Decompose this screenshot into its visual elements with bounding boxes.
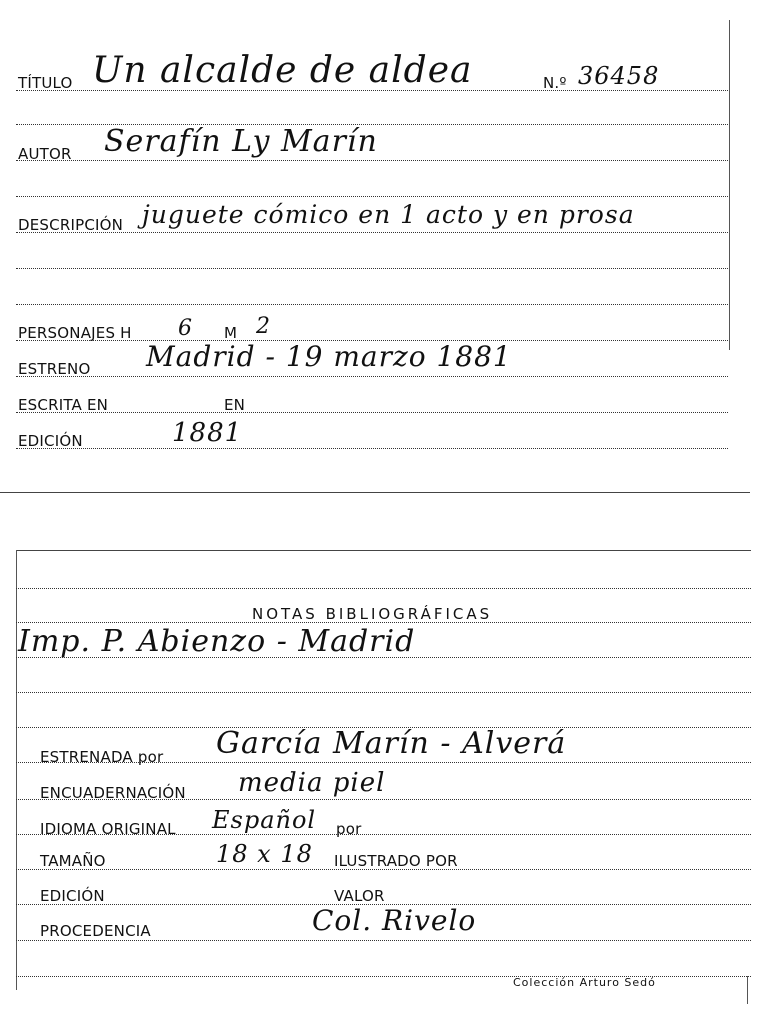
ruled-line bbox=[16, 692, 751, 693]
ruled-line bbox=[16, 588, 751, 589]
escrita-en-label: EN bbox=[224, 396, 246, 414]
titulo-label: TÍTULO bbox=[18, 74, 73, 92]
estreno-value: Madrid - 19 marzo 1881 bbox=[146, 340, 512, 373]
ruled-line bbox=[16, 160, 728, 161]
idioma-label: IDIOMA ORIGINAL bbox=[40, 820, 176, 838]
notas-heading: NOTAS BIBLIOGRÁFICAS bbox=[252, 605, 493, 623]
card-border-left bbox=[16, 550, 17, 990]
titulo-value: Un alcalde de aldea bbox=[92, 50, 473, 91]
card-border-right bbox=[729, 20, 730, 350]
tamano-value: 18 x 18 bbox=[216, 840, 313, 868]
escrita-label: ESCRITA EN bbox=[18, 396, 109, 414]
ruled-line bbox=[16, 448, 728, 449]
personajes-label: PERSONAJES H bbox=[18, 324, 132, 342]
encuadernacion-value: media piel bbox=[238, 768, 386, 798]
personajes-m-label: M bbox=[224, 324, 238, 342]
numero-label: N.º bbox=[543, 74, 567, 92]
estreno-label: ESTRENO bbox=[18, 360, 91, 378]
edicion-bottom-label: EDICIÓN bbox=[40, 887, 105, 905]
valor-label: VALOR bbox=[334, 887, 385, 905]
encuadernacion-label: ENCUADERNACIÓN bbox=[40, 784, 186, 802]
notas-value: Imp. P. Abienzo - Madrid bbox=[18, 624, 416, 659]
ruled-line bbox=[16, 412, 728, 413]
ruled-line bbox=[16, 196, 728, 197]
procedencia-label: PROCEDENCIA bbox=[40, 922, 151, 940]
ilustrado-label: ILUSTRADO POR bbox=[334, 852, 458, 870]
procedencia-value: Col. Rivelo bbox=[312, 904, 477, 937]
card-border-top bbox=[16, 550, 751, 551]
ruled-line bbox=[16, 376, 728, 377]
autor-label: AUTOR bbox=[18, 145, 72, 163]
descripcion-label: DESCRIPCIÓN bbox=[18, 216, 124, 234]
personajes-h-value: 6 bbox=[178, 316, 193, 341]
estrenada-value: García Marín - Alverá bbox=[216, 726, 567, 761]
edicion-label: EDICIÓN bbox=[18, 432, 83, 450]
card-border-bottom bbox=[0, 492, 750, 493]
autor-value: Serafín Ly Marín bbox=[104, 124, 378, 159]
card-edge-mark bbox=[747, 976, 748, 1004]
idioma-value: Español bbox=[212, 806, 317, 834]
ruled-line bbox=[16, 268, 728, 269]
edicion-value: 1881 bbox=[172, 418, 243, 448]
personajes-m-value: 2 bbox=[256, 314, 271, 339]
numero-value: 36458 bbox=[578, 62, 660, 90]
estrenada-label: ESTRENADA por bbox=[40, 748, 164, 766]
idioma-por-label: por bbox=[336, 820, 362, 838]
ruled-line bbox=[16, 940, 751, 941]
ruled-line bbox=[16, 304, 728, 305]
tamano-label: TAMAÑO bbox=[40, 852, 106, 870]
collection-footer: Colección Arturo Sedó bbox=[513, 976, 656, 989]
descripcion-value: juguete cómico en 1 acto y en prosa bbox=[142, 200, 635, 229]
